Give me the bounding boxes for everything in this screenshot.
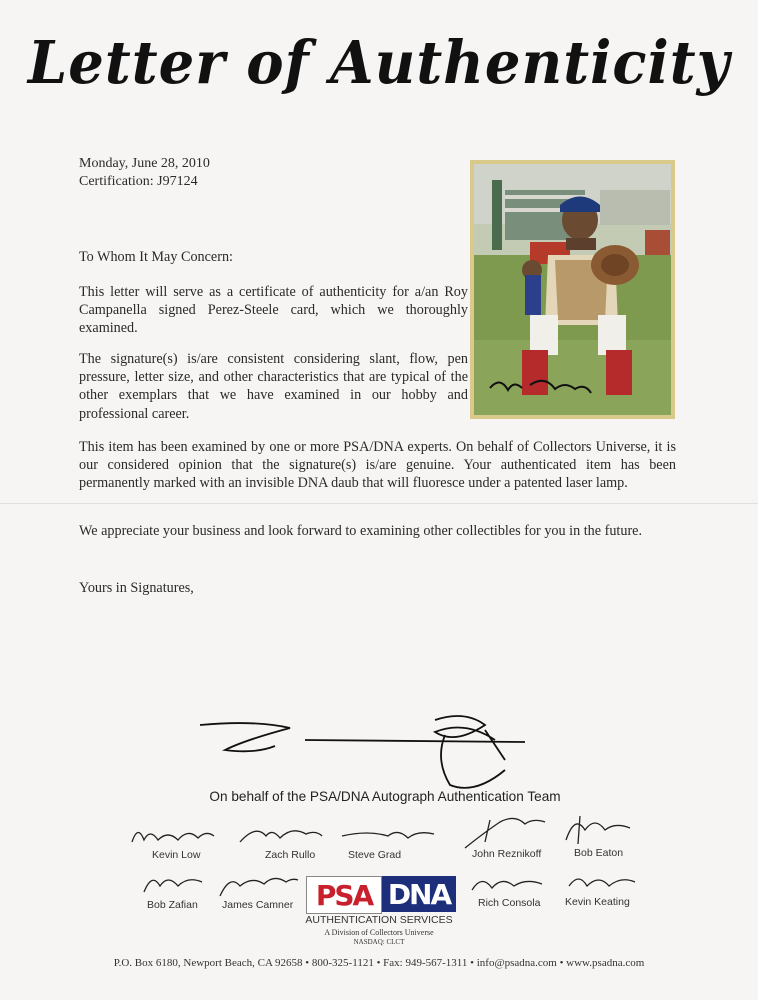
nasdaq-line: NASDAQ: CLCT <box>353 938 405 946</box>
signer-name-2: Zach Rullo <box>265 849 316 861</box>
signature-kevin-low <box>128 822 218 847</box>
card-photo <box>470 160 675 419</box>
signer-name-6: Bob Zafian <box>147 899 198 911</box>
signer-name-3: Steve Grad <box>348 849 402 861</box>
signature-rich-consola <box>468 870 548 896</box>
signature-james-camner <box>212 868 302 900</box>
psa-logo-text: PSA <box>306 876 382 914</box>
signature-zach-rullo <box>236 820 326 848</box>
paragraph-certificate: This letter will serve as a certificate of authenticity for a/an Roy Campanella signed Perez-Steele card, which we thoroughly examined. <box>79 284 468 337</box>
signer-name-8: Rich Consola <box>478 897 541 909</box>
signer-name-9: Kevin Keating <box>565 896 630 908</box>
dna-logo-text: DNA <box>382 876 456 912</box>
signer-name-1: Kevin Low <box>152 849 201 861</box>
paragraph-examination: This item has been examined by one or more PSA/DNA experts. On behalf of Collectors Universe, it is our considered opinion that the signature(s) is/are genuine. Your authenticated item has been permanently marked with an invisible DNA daub that will fluoresce under a patented laser lamp. <box>79 439 676 492</box>
paragraph-appreciation: We appreciate your business and look forward to examining other collectibles for you in the future. <box>79 523 643 539</box>
signature-bob-zafian <box>138 868 208 898</box>
signature-john-reznikoff <box>455 812 555 852</box>
footer-contact: P.O. Box 6180, Newport Beach, CA 92658 • 800-325-1121 • Fax: 949-567-1311 • info@psadna.com • www.psadna.com <box>113 957 645 969</box>
main-signature <box>195 710 565 800</box>
paragraph-signature-analysis: The signature(s) is/are consistent considering slant, flow, pen pressure, letter size, and other characteristics that are typical of the other exemplars that we have examined in our hobby and professional career. <box>79 351 468 422</box>
letter-title: Letter of Authenticity <box>27 28 731 98</box>
auth-services: AUTHENTICATION SERVICES <box>305 914 453 926</box>
letter-date: Monday, June 28, 2010 <box>79 156 210 171</box>
signer-name-5: Bob Eaton <box>574 847 624 859</box>
division-line: A Division of Collectors Universe <box>324 928 434 937</box>
signer-name-4: John Reznikoff <box>472 848 542 860</box>
paper-fold-line <box>0 503 758 504</box>
signature-steve-grad <box>338 824 438 846</box>
letter-meta <box>79 155 210 191</box>
closing: Yours in Signatures, <box>79 580 194 596</box>
signer-name-7: James Camner <box>222 899 294 911</box>
team-line: On behalf of the PSA/DNA Autograph Authentication Team <box>209 789 561 804</box>
certification-number: Certification: J97124 <box>79 174 198 189</box>
signature-kevin-keating <box>565 868 640 896</box>
greeting: To Whom It May Concern: <box>79 249 233 265</box>
signature-bob-eaton <box>560 810 635 848</box>
